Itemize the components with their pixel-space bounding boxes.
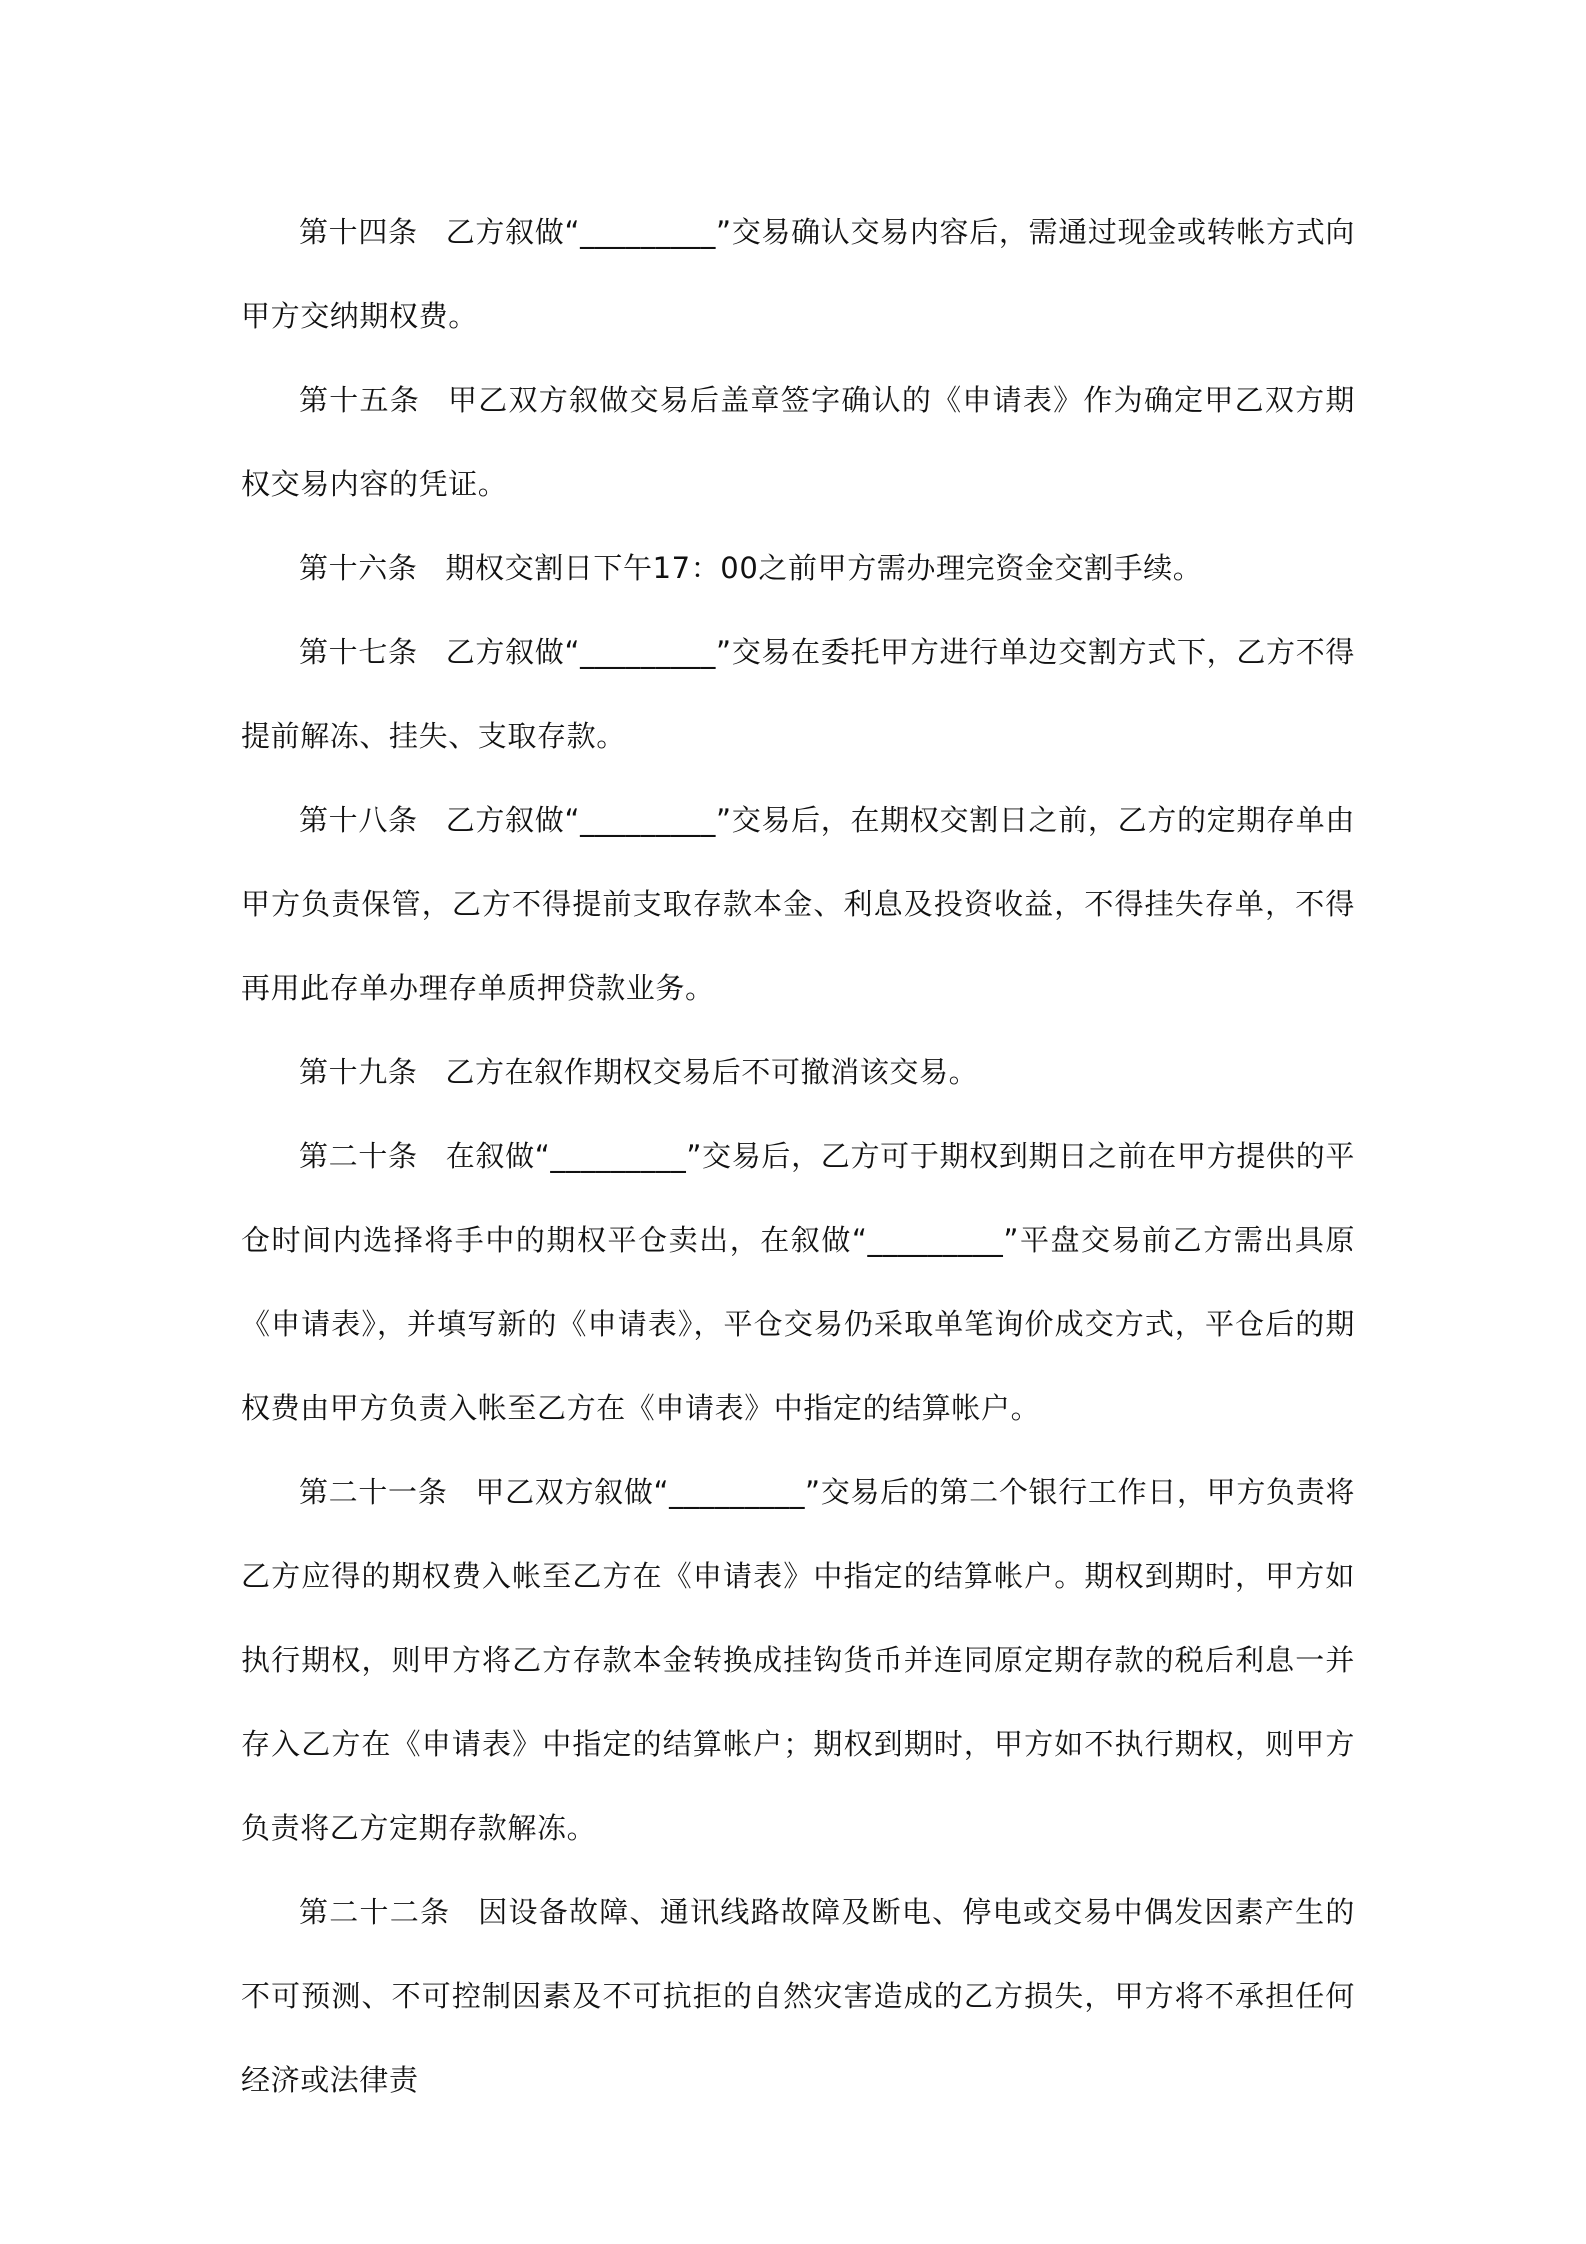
article-22 bbox=[241, 1870, 1355, 2122]
article-number: 第二十二条 bbox=[299, 1895, 451, 1929]
article-text: 乙方叙做“_________”交易确认交易内容后，需通过现金或转帐方式向甲方交纳期权费。 bbox=[241, 215, 1355, 333]
article-number: 第十九条 bbox=[299, 1055, 418, 1089]
article-text: 期权交割日下午17：00之前甲方需办理完资金交割手续。 bbox=[445, 551, 1203, 585]
article-text: 甲乙双方叙做“_________”交易后的第二个银行工作日，甲方负责将乙方应得的期权费入帐至乙方在《申请表》中指定的结算帐户。期权到期时，甲方如执行期权，则甲方将乙方存款本金转换成挂钩货币并连同原定期存款的税后利息一并存入乙方在《申请表》中指定的结算帐户；期权到期时，甲方如不执行期权，则甲方负责将乙方定期存款解冻。 bbox=[241, 1475, 1355, 1845]
article-19 bbox=[241, 1030, 1355, 1114]
article-number: 第十六条 bbox=[299, 551, 418, 585]
article-16 bbox=[241, 526, 1355, 610]
article-number: 第二十条 bbox=[299, 1139, 418, 1173]
article-18 bbox=[241, 778, 1355, 1030]
article-14 bbox=[241, 190, 1355, 358]
article-number: 第十五条 bbox=[299, 383, 421, 417]
article-number: 第二十一条 bbox=[299, 1475, 448, 1509]
article-text: 因设备故障、通讯线路故障及断电、停电或交易中偶发因素产生的不可预测、不可控制因素及不可抗拒的自然灾害造成的乙方损失，甲方将不承担任何经济或法律责 bbox=[241, 1895, 1355, 2097]
article-number: 第十七条 bbox=[299, 635, 418, 669]
article-15 bbox=[241, 358, 1355, 526]
article-number: 第十四条 bbox=[299, 215, 418, 249]
article-text: 乙方叙做“_________”交易后，在期权交割日之前，乙方的定期存单由甲方负责保管，乙方不得提前支取存款本金、利息及投资收益，不得挂失存单，不得再用此存单办理存单质押贷款业务。 bbox=[241, 803, 1355, 1005]
article-text: 甲乙双方叙做交易后盖章签字确认的《申请表》作为确定甲乙双方期权交易内容的凭证。 bbox=[241, 383, 1355, 501]
article-text: 乙方在叙作期权交易后不可撤消该交易。 bbox=[445, 1055, 979, 1089]
article-21 bbox=[241, 1450, 1355, 1870]
article-20 bbox=[241, 1114, 1355, 1450]
article-text: 乙方叙做“_________”交易在委托甲方进行单边交割方式下，乙方不得提前解冻、挂失、支取存款。 bbox=[241, 635, 1355, 753]
article-17 bbox=[241, 610, 1355, 778]
article-text: 在叙做“_________”交易后，乙方可于期权到期日之前在甲方提供的平仓时间内选择将手中的期权平仓卖出，在叙做“_________”平盘交易前乙方需出具原《申请表》，并填写新的《申请表》，平仓交易仍采取单笔询价成交方式，平仓后的期权费由甲方负责入帐至乙方在《申请表》中指定的结算帐户。 bbox=[241, 1139, 1355, 1425]
article-number: 第十八条 bbox=[299, 803, 418, 837]
